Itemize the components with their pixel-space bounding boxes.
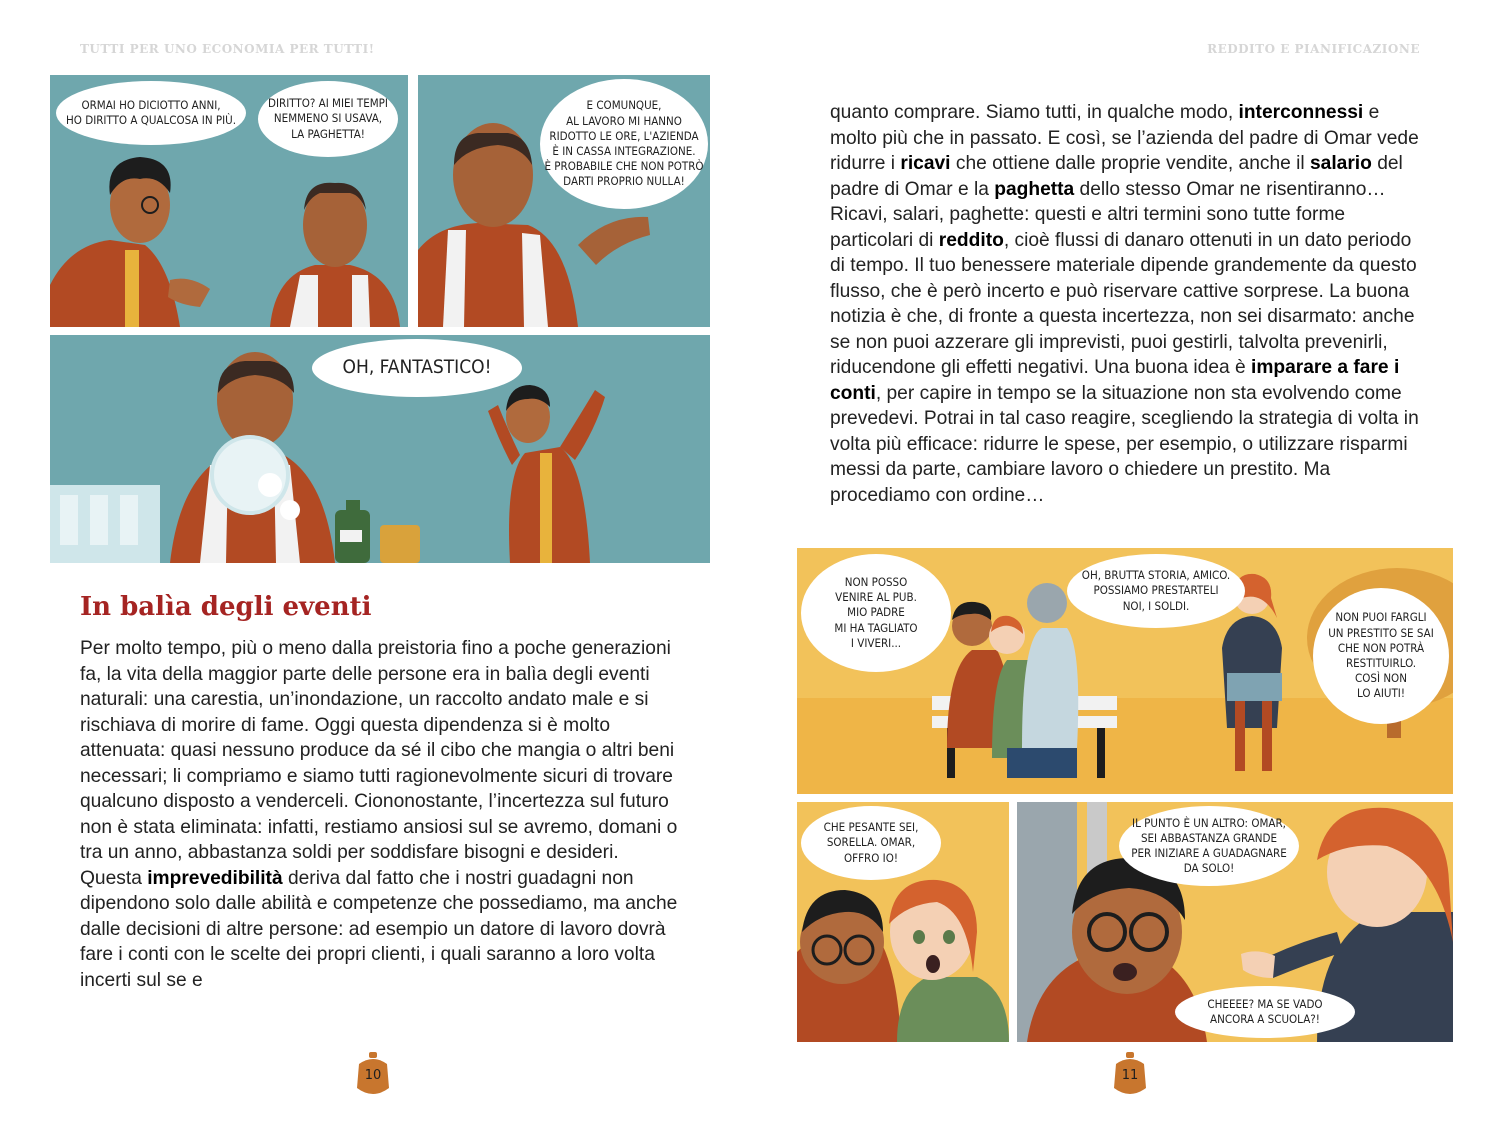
key-term: imprevedibilità <box>147 867 283 889</box>
page-number-left <box>353 1050 393 1098</box>
comic-panel-2 <box>418 75 710 327</box>
right-body-text <box>830 100 1430 508</box>
page-number-right <box>1110 1050 1150 1098</box>
speech-bubble: DIRITTO? AI MIEI TEMPI NEMMENO SI USAVA, LA PAGHETTA! <box>258 81 398 157</box>
key-term: interconnessi <box>1238 102 1364 123</box>
left-paragraph: Per molto tempo, più o meno dalla preistoria fino a poche generazioni fa, la vita della maggior parte delle persone era in balìa degli eventi naturali: una carestia, un’inondazione, un raccolto andato male e si rischiava di morire di fame. Oggi questa dipendenza si è molto attenuata: quasi nessuno produce da sé il cibo che mangia o altri beni necessari; li compriamo e siamo tutti ragionevolmente sicuri di trovare qualcuno disposto a venderceli. Ciononostante, l’incertezza sul futuro non è stata eliminata: infatti, restiamo ansiosi sul se avremo, domani o tra un anno, abbastanza soldi per soddisfare bisogni e desideri. Questa imprevedibilità deriva dal fatto che i nostri guadagni non dipendono solo dalle abilità e competenze che possediamo, ma anche dalle decisioni di altre persone: ad esempio un datore di lavoro dovrà fare i conti con le scelte dei propri clienti, i quali saranno a loro volta incerti sul se e <box>80 638 678 991</box>
left-body-text <box>80 636 680 993</box>
key-term: ricavi <box>900 153 951 174</box>
comic-panel-4 <box>797 548 1453 794</box>
running-head-left: TUTTI PER UNO ECONOMIA PER TUTTI! <box>80 42 375 56</box>
right-paragraph: quanto comprare. Siamo tutti, in qualche modo, interconnessi e molto più che in passato. E così, se l’azienda del padre di Omar vede ridurre i ricavi che ottiene dalle proprie vendite, anche il salario del padre di Omar e la paghetta dello stesso Omar ne risentiranno… Ricavi, salari, paghette: questi e altri termini sono tutte forme particolari di reddito, cioè flussi di danaro ottenuti in un dato periodo di tempo. Il tuo benessere materiale dipende grandemente da questo flusso, che è però incerto e può riservare cattive sorprese. La buona notizia è che, di fronte a questa incertezza, non sei disarmato: anche se non puoi azzerare gli imprevisti, puoi gestirli, talvolta prevenirli, riducendone gli effetti negativi. Una buona idea è imparare a fare i conti, per capire in tempo se la situazione non sta evolvendo come prevedevi. Potrai in tal caso reagire, scegliendo la strategia di volta in volta più efficace: ridurre le spese, per esempio, o utilizzare risparmi messi da parte, cambiare lavoro o chiedere un prestito. Ma procediamo con ordine… <box>830 102 1419 506</box>
page-number-text: 10 <box>364 1068 382 1083</box>
key-term: imparare a fare i conti <box>830 357 1400 404</box>
speech-bubble: OH, BRUTTA STORIA, AMICO. POSSIAMO PRESTARTELI NOI, I SOLDI. <box>1067 554 1245 628</box>
speech-bubble: NON PUOI FARGLI UN PRESTITO SE SAI CHE NON POTRÀ RESTITUIRLO. COSÌ NON LO AIUTI! <box>1313 588 1449 724</box>
speech-bubble: IL PUNTO È UN ALTRO: OMAR, SEI ABBASTANZA GRANDE PER INIZIARE A GUADAGNARE DA SOLO! <box>1119 806 1299 886</box>
comic-panel-5 <box>797 802 1009 1042</box>
key-term: paghetta <box>994 178 1075 200</box>
speech-bubble: CHEEEE? MA SE VADO ANCORA A SCUOLA?! <box>1175 986 1355 1038</box>
comic-panel-6 <box>1017 802 1453 1042</box>
speech-bubble: ORMAI HO DICIOTTO ANNI, HO DIRITTO A QUALCOSA IN PIÙ. <box>56 81 246 145</box>
speech-bubble: NON POSSO VENIRE AL PUB. MIO PADRE MI HA TAGLIATO I VIVERI... <box>801 554 951 672</box>
page-number-text: 11 <box>1121 1068 1139 1083</box>
comic-panel-1 <box>50 75 408 327</box>
key-term: reddito <box>938 229 1004 251</box>
comic-panel-3 <box>50 335 710 563</box>
section-title: In balìa degli eventi <box>80 592 372 622</box>
key-term: salario <box>1310 153 1372 174</box>
speech-bubble: CHE PESANTE SEI, SORELLA. OMAR, OFFRO IO! <box>801 806 941 880</box>
speech-bubble: E COMUNQUE, AL LAVORO MI HANNO RIDOTTO LE ORE, L'AZIENDA È IN CASSA INTEGRAZIONE. È PROBABILE CHE NON POTRÒ DARTI PROPRIO NULLA! <box>540 79 708 209</box>
speech-bubble: OH, FANTASTICO! <box>312 339 522 397</box>
running-head-right: REDDITO E PIANIFICAZIONE <box>1207 42 1420 56</box>
